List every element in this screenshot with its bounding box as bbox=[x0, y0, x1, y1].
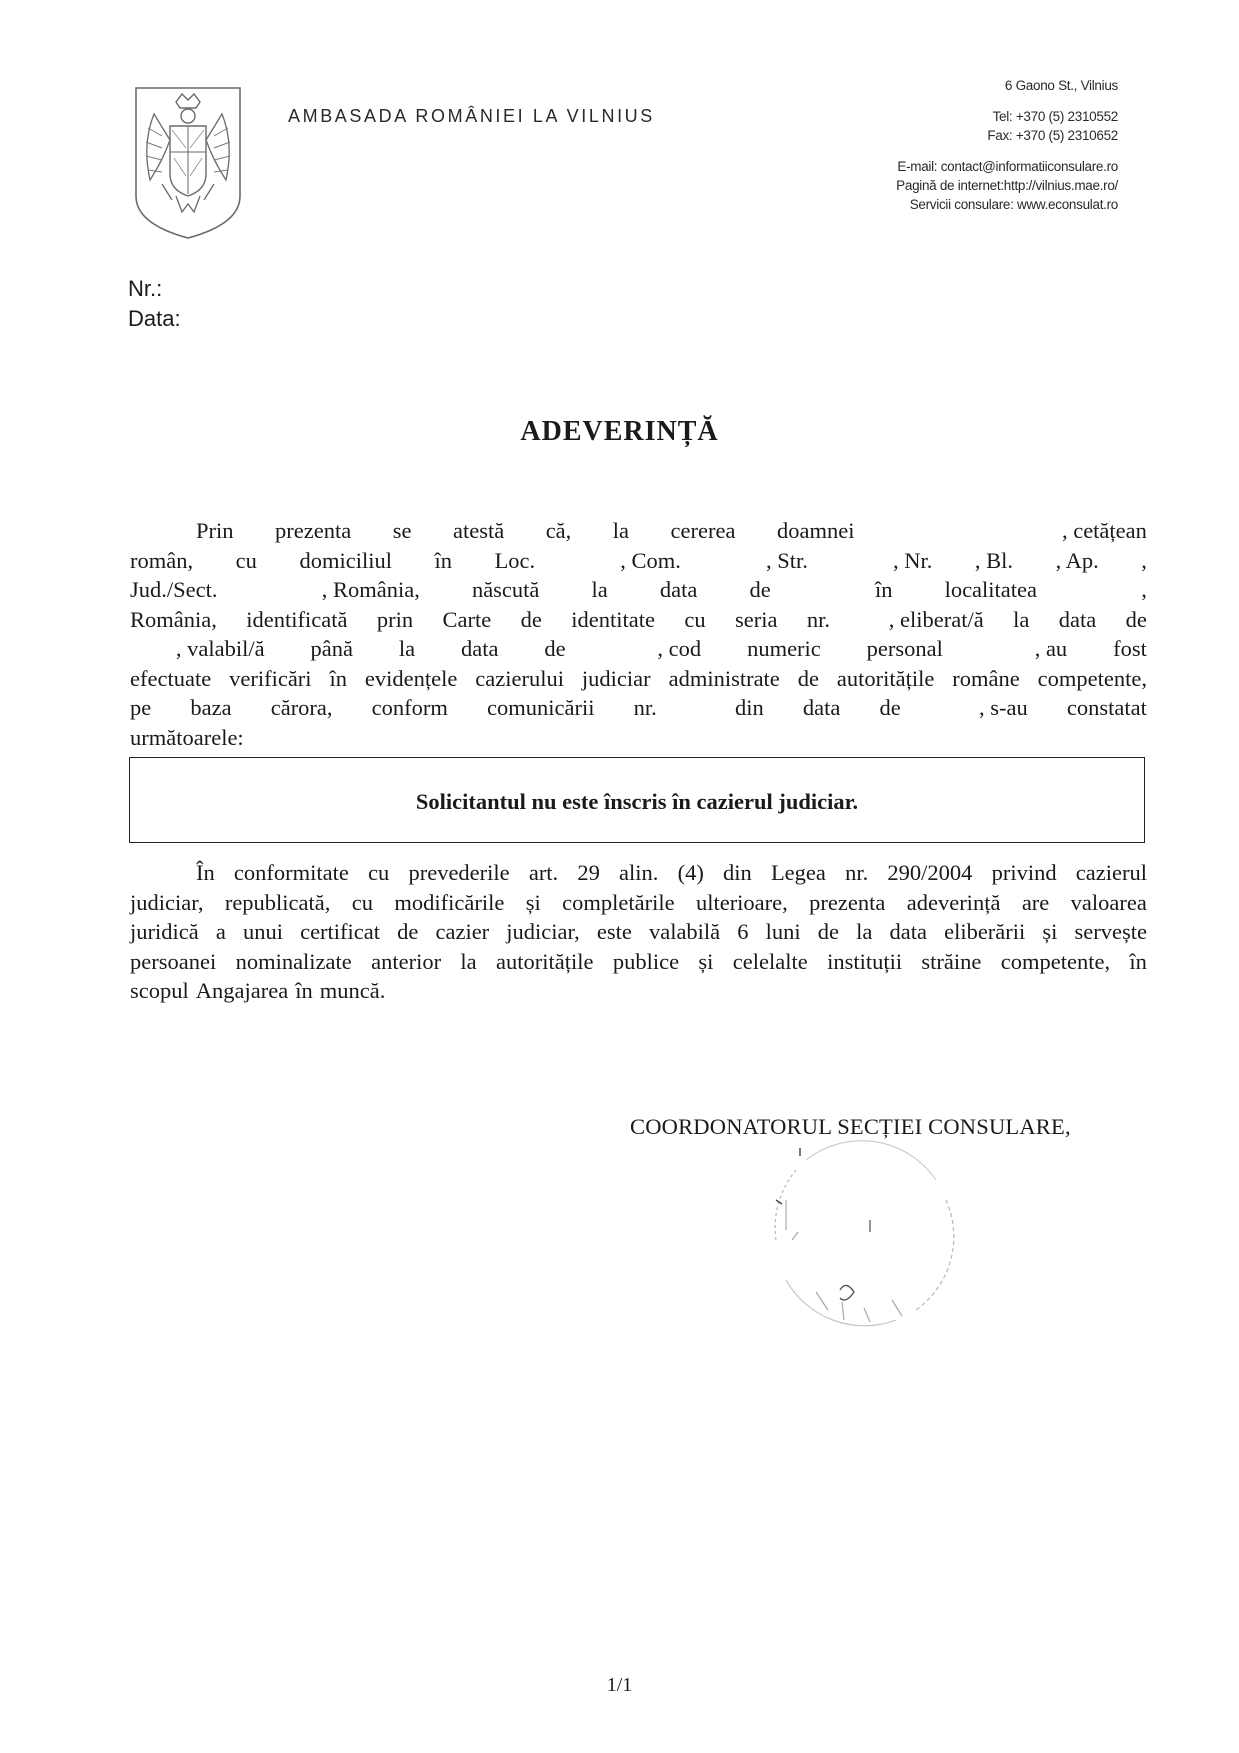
word: prezenta bbox=[275, 518, 352, 543]
word: Jud./Sect. bbox=[130, 577, 218, 602]
word: În bbox=[196, 860, 215, 885]
email: E-mail: contact@informatiiconsulare.ro bbox=[897, 159, 1118, 174]
website: Pagină de internet:http://vilnius.mae.ro/ bbox=[896, 178, 1118, 193]
word: , valabil/ă bbox=[175, 636, 265, 661]
word: , eliberat/ă bbox=[888, 606, 984, 632]
result-box bbox=[129, 757, 1145, 843]
word: persoanei bbox=[130, 948, 217, 974]
embassy-name: AMBASADA ROMÂNIEI LA VILNIUS bbox=[288, 106, 655, 126]
word: , Com. bbox=[620, 547, 681, 573]
fax: Fax: +370 (5) 2310652 bbox=[987, 128, 1118, 143]
word: cazierului bbox=[475, 665, 564, 691]
word: următoarele: bbox=[130, 724, 244, 750]
word: din bbox=[723, 860, 752, 885]
word: la bbox=[1013, 606, 1030, 632]
romania-coat-of-arms-icon bbox=[132, 84, 244, 242]
word: 6 bbox=[737, 919, 749, 944]
word: , Str. bbox=[766, 547, 808, 573]
word: de bbox=[797, 665, 819, 691]
word: identitate bbox=[571, 606, 655, 632]
word: , Nr. bbox=[893, 547, 933, 573]
word: doamnei bbox=[776, 518, 855, 543]
word: conform bbox=[371, 695, 448, 720]
phone: Tel: +370 (5) 2310552 bbox=[992, 109, 1118, 124]
text-line bbox=[130, 664, 1147, 694]
word: în bbox=[329, 665, 347, 691]
word: Angajarea bbox=[195, 978, 289, 1003]
date-label: Data: bbox=[128, 306, 181, 331]
word: scopul bbox=[130, 978, 189, 1003]
word: nr. bbox=[806, 606, 831, 632]
word: (4) bbox=[677, 860, 704, 885]
word: la bbox=[460, 948, 477, 974]
word: administrate bbox=[668, 665, 780, 691]
word: prin bbox=[376, 606, 414, 632]
word: baza bbox=[190, 695, 232, 720]
word: juridică bbox=[130, 919, 199, 944]
word: Loc. bbox=[494, 547, 536, 573]
word: nr. bbox=[633, 695, 657, 720]
word: în bbox=[1129, 948, 1147, 974]
word: data bbox=[1058, 606, 1097, 632]
word: identificată bbox=[246, 606, 348, 632]
text-line bbox=[130, 947, 1147, 977]
word: evidențele bbox=[364, 665, 458, 691]
word: seria bbox=[735, 606, 778, 632]
word: la bbox=[591, 577, 608, 602]
number-label: Nr.: bbox=[128, 276, 163, 301]
word: se bbox=[392, 518, 412, 543]
word: cererea bbox=[670, 518, 736, 543]
word: judiciar bbox=[581, 665, 651, 691]
word: Legea bbox=[770, 860, 826, 885]
word: de bbox=[520, 606, 542, 632]
word: născută bbox=[471, 577, 540, 602]
word: fost bbox=[1113, 636, 1147, 661]
contact-block bbox=[896, 76, 1118, 214]
word: cu bbox=[368, 860, 390, 885]
word: în bbox=[295, 978, 313, 1003]
text-line bbox=[130, 575, 1147, 605]
word: , au bbox=[1034, 636, 1068, 661]
word: muncă. bbox=[319, 978, 386, 1003]
word: de bbox=[544, 636, 566, 661]
word: publice bbox=[612, 948, 680, 974]
embassy-stamp-icon bbox=[746, 1120, 986, 1340]
word: cu bbox=[235, 547, 257, 573]
word: cazierul bbox=[1075, 860, 1147, 885]
word: 290/2004 bbox=[887, 860, 973, 885]
word: prevederile bbox=[408, 860, 510, 885]
word: , s-au bbox=[979, 695, 1028, 720]
word: de bbox=[1125, 606, 1147, 632]
text-line bbox=[130, 516, 1147, 546]
word: conformitate bbox=[233, 860, 349, 885]
word: România, bbox=[130, 606, 217, 632]
text-line bbox=[130, 858, 1147, 888]
word: republicată, bbox=[224, 889, 331, 915]
word: că, bbox=[545, 518, 572, 543]
word: cu bbox=[684, 606, 706, 632]
word: judiciar, bbox=[130, 889, 204, 915]
word: Carte bbox=[442, 606, 492, 632]
document-title: ADEVERINȚĂ bbox=[520, 416, 719, 447]
word: atestă bbox=[452, 518, 505, 543]
word: este bbox=[596, 919, 632, 944]
text-line bbox=[130, 723, 1147, 753]
word: la bbox=[856, 919, 873, 944]
word: în bbox=[434, 547, 453, 573]
word: cazier bbox=[435, 919, 490, 944]
word: nominalizate bbox=[235, 948, 352, 974]
word: personal bbox=[866, 636, 943, 661]
word: și bbox=[1042, 919, 1058, 944]
word: localitatea bbox=[944, 577, 1038, 602]
word: data bbox=[889, 919, 927, 944]
word: efectuate bbox=[130, 665, 212, 691]
word: are bbox=[1021, 889, 1050, 915]
word: judiciar, bbox=[506, 919, 580, 944]
text-line bbox=[130, 693, 1147, 723]
word: , România, bbox=[321, 577, 420, 602]
word: , cod bbox=[657, 636, 702, 661]
word: de bbox=[749, 577, 771, 602]
word: , cetățean bbox=[1061, 518, 1147, 543]
word: prezenta bbox=[809, 889, 886, 915]
text-line bbox=[130, 976, 1147, 1006]
word: adeverință bbox=[906, 889, 1001, 915]
word: competente, bbox=[1037, 665, 1147, 691]
word: nr. bbox=[845, 860, 869, 885]
word: data bbox=[659, 577, 698, 602]
word: competente, bbox=[1000, 948, 1111, 974]
word: , bbox=[1141, 577, 1147, 602]
word: și bbox=[525, 889, 541, 915]
word: de bbox=[397, 919, 419, 944]
word: domiciliul bbox=[299, 547, 392, 573]
address: 6 Gaono St., Vilnius bbox=[1004, 78, 1118, 93]
word: ulterioare, bbox=[695, 889, 788, 915]
document-meta bbox=[128, 274, 181, 334]
word: completările bbox=[562, 889, 675, 915]
word: comunicării bbox=[487, 695, 595, 720]
word: Prin bbox=[196, 518, 234, 543]
word: data bbox=[461, 636, 499, 661]
word: data bbox=[802, 695, 841, 720]
word: luni bbox=[765, 919, 801, 944]
word: a bbox=[215, 919, 226, 944]
word: valoarea bbox=[1070, 889, 1147, 915]
text-line bbox=[130, 888, 1147, 918]
word: cărora, bbox=[270, 695, 333, 720]
word: autoritățile bbox=[836, 665, 935, 691]
word: constatat bbox=[1066, 695, 1147, 720]
word: certificat bbox=[300, 919, 381, 944]
word: cu bbox=[351, 889, 374, 915]
word: pe bbox=[130, 695, 152, 720]
word: eliberării bbox=[944, 919, 1026, 944]
word: verificări bbox=[229, 665, 312, 691]
word: , bbox=[1141, 547, 1147, 573]
word: la bbox=[398, 636, 416, 661]
legal-paragraph bbox=[130, 858, 1147, 1006]
word: art. bbox=[528, 860, 559, 885]
consular-services: Servicii consulare: www.econsulat.ro bbox=[909, 197, 1118, 212]
word: privind bbox=[991, 860, 1057, 885]
word: român, bbox=[130, 547, 194, 573]
word: unui bbox=[242, 919, 283, 944]
result-statement: Solicitantul nu este înscris în cazierul judiciar. bbox=[415, 789, 859, 814]
word: de bbox=[879, 695, 901, 720]
word: până bbox=[310, 636, 353, 661]
word: servește bbox=[1074, 919, 1147, 944]
word: celelalte bbox=[732, 948, 808, 974]
word: , Bl. bbox=[974, 547, 1014, 573]
page-number: 1/1 bbox=[606, 1674, 633, 1696]
word: române bbox=[952, 665, 1020, 691]
word: anterior bbox=[371, 948, 442, 974]
word: valabilă bbox=[648, 919, 721, 944]
text-line bbox=[130, 917, 1147, 947]
word: străine bbox=[921, 948, 982, 974]
word: numeric bbox=[747, 636, 821, 661]
text-line bbox=[130, 634, 1147, 664]
attestation-paragraph bbox=[130, 516, 1147, 752]
word: 29 bbox=[577, 860, 600, 885]
word: în bbox=[874, 577, 893, 602]
word: din bbox=[735, 695, 764, 720]
word: alin. bbox=[619, 860, 659, 885]
text-line bbox=[130, 546, 1147, 576]
word: instituții bbox=[827, 948, 903, 974]
word: la bbox=[612, 518, 630, 543]
signature-title: COORDONATORUL SECȚIEI CONSULARE, bbox=[630, 1114, 1071, 1139]
word: și bbox=[698, 948, 714, 974]
word: , Ap. bbox=[1055, 547, 1099, 573]
word: modificările bbox=[394, 889, 505, 915]
word: de bbox=[817, 919, 840, 944]
word: autoritățile bbox=[496, 948, 594, 974]
text-line bbox=[130, 605, 1147, 635]
